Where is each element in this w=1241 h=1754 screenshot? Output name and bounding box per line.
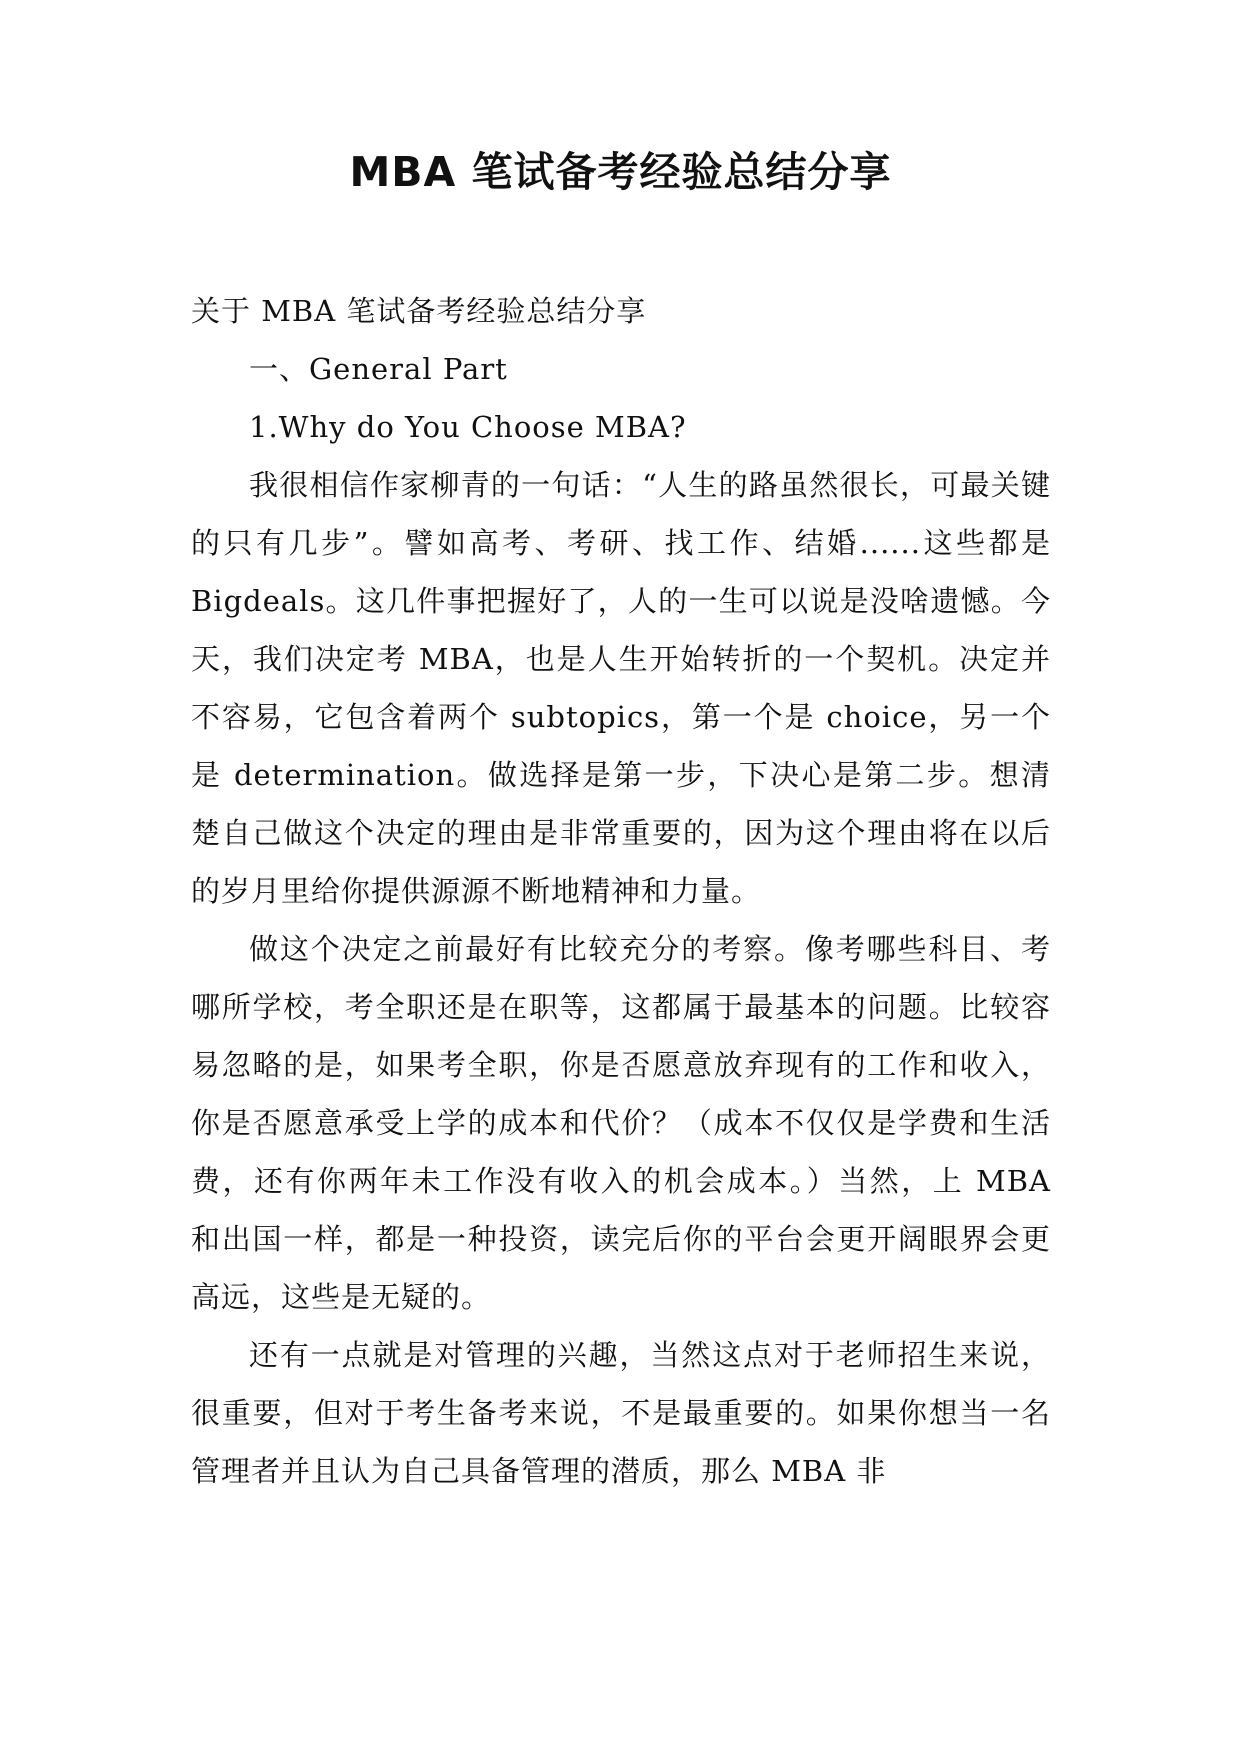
section-heading: 一、General Part <box>249 352 508 386</box>
document-body <box>191 282 1051 1500</box>
body-paragraph: 还有一点就是对管理的兴趣，当然这点对于老师招生来说，很重要，但对于考生备考来说，不是最重要的。如果你想当一名管理者并且认为自己具备管理的潜质，那么 MBA 非 <box>191 1338 1051 1488</box>
subsection-heading: 1.Why do You Choose MBA? <box>249 410 687 444</box>
intro-line: 关于 MBA 笔试备考经验总结分享 <box>191 294 647 328</box>
body-paragraph: 做这个决定之前最好有比较充分的考察。像考哪些科目、考哪所学校，考全职还是在职等，这都属于最基本的问题。比较容易忽略的是，如果考全职，你是否愿意放弃现有的工作和收入，你是否愿意承受上学的成本和代价？（成本不仅仅是学费和生活费，还有你两年未工作没有收入的机会成本。）当然，上 MBA 和出国一样，都是一种投资，读完后你的平台会更开阔眼界会更高远，这些是无疑的。 <box>191 932 1051 1314</box>
body-paragraph: 我很相信作家柳青的一句话：“人生的路虽然很长，可最关键的只有几步”。譬如高考、考研、找工作、结婚......这些都是 Bigdeals。这几件事把握好了，人的一生可以说是没啥遗憾。今天，我们决定考 MBA，也是人生开始转折的一个契机。决定并不容易，它包含着两个 subtopics，第一个是 choice，另一个是 determination。做选择是第一步，下决心是第二步。想清楚自己做这个决定的理由是非常重要的，因为这个理由将在以后的岁月里给你提供源源不断地精神和力量。 <box>191 468 1051 908</box>
document-title: MBA 笔试备考经验总结分享 <box>349 148 892 196</box>
